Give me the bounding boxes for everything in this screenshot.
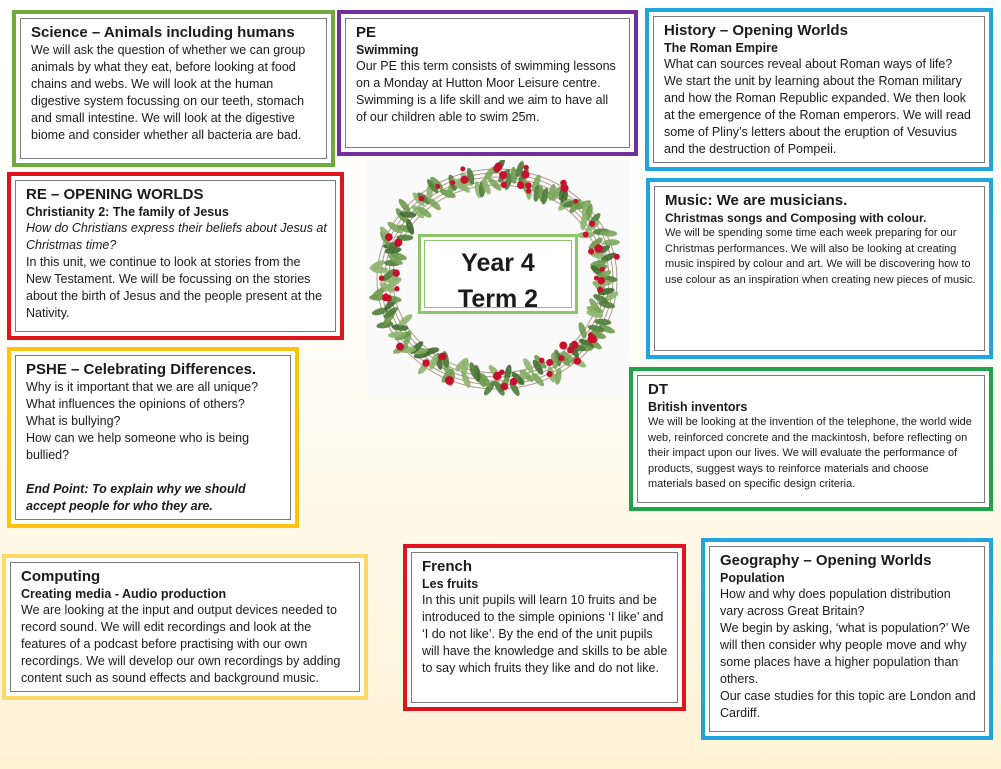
wreath-berry	[558, 355, 564, 361]
wreath-leaf	[554, 367, 563, 385]
wreath-berry	[597, 287, 603, 293]
wreath-berry	[396, 343, 404, 351]
pe-subtitle: Swimming	[356, 43, 419, 57]
wreath-berry	[499, 369, 505, 375]
wreath-berry	[495, 163, 503, 171]
pshe-end-point: End Point: To explain why we should accept people for who they are.	[26, 482, 246, 513]
pshe-box	[7, 347, 299, 528]
wreath-berry	[525, 182, 532, 189]
re-box	[7, 172, 344, 340]
wreath-berry	[394, 286, 399, 291]
pshe-title: PSHE – Celebrating Differences.	[26, 361, 257, 378]
re-subtitle: Christianity 2: The family of Jesus	[26, 205, 229, 219]
wreath-berry	[382, 294, 390, 302]
geography-title: Geography – Opening Worlds	[720, 552, 932, 569]
computing-subtitle: Creating media - Audio production	[21, 587, 227, 601]
pshe-line: What influences the opinions of others?	[26, 397, 245, 411]
wreath-berry	[393, 269, 400, 276]
wreath-berry	[600, 267, 605, 272]
history-subtitle: The Roman Empire	[664, 41, 778, 55]
geography-box	[701, 538, 993, 740]
wreath-berry	[589, 221, 595, 227]
science-text: We will ask the question of whether we can group animals by what they eat, before looking at food chains and webs. We will look at the human digestive system focussing on our teeth, stomach and small intestine. We will look at the digestive biome and consider whether all bacteria are bad.	[31, 43, 306, 142]
geography-line: How and why does population distribution vary across Great Britain?	[720, 587, 951, 618]
wreath-berry	[539, 358, 545, 364]
re-title: RE – OPENING WORLDS	[26, 186, 204, 203]
wreath-berry	[445, 376, 454, 385]
wreath-berry	[460, 176, 468, 184]
computing-box	[2, 554, 368, 700]
music-subtitle: Christmas songs and Composing with colour.	[665, 211, 927, 225]
wreath-berry	[450, 180, 455, 185]
science-box	[12, 10, 335, 167]
french-box	[403, 544, 686, 711]
pe-box	[337, 10, 638, 156]
wreath-berry	[521, 170, 529, 178]
computing-title: Computing	[21, 568, 101, 585]
history-line: We start the unit by learning about the Roman military and how the Roman Republic expanded. We then look at the emergence of the Roman emperors. We will read some of Pliny’s letters about the eruption of Vesuvius and the destruction of Pompeii.	[664, 74, 971, 156]
wreath-berry	[560, 184, 568, 192]
music-box	[646, 178, 993, 359]
history-line: What can sources reveal about Roman ways of life?	[664, 57, 953, 71]
pshe-line: Why is it important that we are all unique?	[26, 380, 259, 394]
wreath-berry	[547, 371, 553, 377]
history-title: History – Opening Worlds	[664, 22, 848, 39]
re-text: In this unit, we continue to look at stories from the New Testament. We will be focussing on the stories about the birth of Jesus and the people present at the Nativity.	[26, 255, 323, 320]
pe-title: PE	[356, 24, 377, 41]
dt-subtitle: British inventors	[648, 400, 748, 414]
wreath-berry	[572, 342, 579, 349]
science-title: Science – Animals including humans	[31, 24, 295, 41]
wreath-berry	[460, 166, 465, 171]
history-box	[645, 8, 993, 171]
dt-text: We will be looking at the invention of the telephone, the world wide web, reinforced concrete and the mackintosh, before reflecting on their impact upon our lives. We will evaluate the performance of products, suggest ways to reinforce materials and choose materials based on specific design criteria.	[648, 416, 972, 490]
term-text: Term 2	[457, 285, 539, 313]
wreath-berry	[499, 171, 507, 179]
wreath-berry	[573, 199, 578, 204]
wreath-berry	[435, 184, 440, 189]
wreath-berry	[385, 233, 393, 241]
wreath-berry	[523, 165, 528, 170]
wreath-berry	[379, 275, 385, 281]
wreath-berry	[394, 239, 402, 247]
wreath-berry	[592, 337, 598, 343]
wreath-berry	[546, 359, 553, 366]
wreath-berry	[419, 196, 425, 202]
wreath-berry	[583, 232, 589, 238]
wreath-berry	[614, 254, 620, 260]
geography-line: Our case studies for this topic are London and Cardiff.	[720, 689, 976, 720]
year-text: Year 4	[461, 249, 535, 277]
wreath-berry	[588, 248, 594, 254]
french-subtitle: Les fruits	[422, 577, 479, 591]
wreath-berry	[422, 359, 429, 366]
wreath-berry	[526, 188, 531, 193]
wreath-berry	[574, 357, 582, 365]
dt-box	[629, 367, 993, 511]
wreath-berry	[501, 182, 507, 188]
pshe-line: How can we help someone who is being bullied?	[26, 431, 250, 462]
wreath-berry	[594, 244, 603, 253]
french-title: French	[422, 558, 473, 575]
geography-line: We begin by asking, ‘what is population?’ We will then consider why people move and why some places have a higher population than others.	[720, 621, 970, 686]
pshe-line: What is bullying?	[26, 414, 121, 428]
pe-text: Our PE this term consists of swimming lessons on a Monday at Hutton Moor Leisure centre. Swimming is a life skill and we aim to have all of our children able to swim 25m.	[356, 59, 616, 124]
french-text: In this unit pupils will learn 10 fruits and be introduced to the simple opinions ‘I like’ and ‘I do not like’. By the end of the unit pupils will have the knowledge and skills to be able to say which fruits they like and do not like.	[422, 593, 668, 675]
wreath-berry	[598, 277, 605, 284]
music-title: Music: We are musicians.	[665, 192, 848, 209]
wreath-berry	[439, 353, 447, 361]
music-text: We will be spending some time each week preparing for our Christmas performances. We will also be looking at creating music inspired by colour and art. We will be discovering how to use colour as an inspiration when creating new pieces of music.	[665, 227, 976, 286]
geography-subtitle: Population	[720, 571, 785, 585]
dt-title: DT	[648, 381, 668, 398]
wreath-berry	[510, 378, 517, 385]
year-term-label	[418, 234, 578, 314]
computing-text: We are looking at the input and output devices needed to record sound. We will edit recordings and look at the features of a podcast before practising with our own recordings. We will develop our own recordings by adding content such as sound effects and background music.	[21, 603, 341, 685]
re-question: How do Christians express their beliefs about Jesus at Christmas time?	[26, 221, 327, 252]
wreath-berry	[501, 383, 509, 391]
wreath-berry	[559, 342, 567, 350]
wreath-berry	[517, 181, 525, 189]
